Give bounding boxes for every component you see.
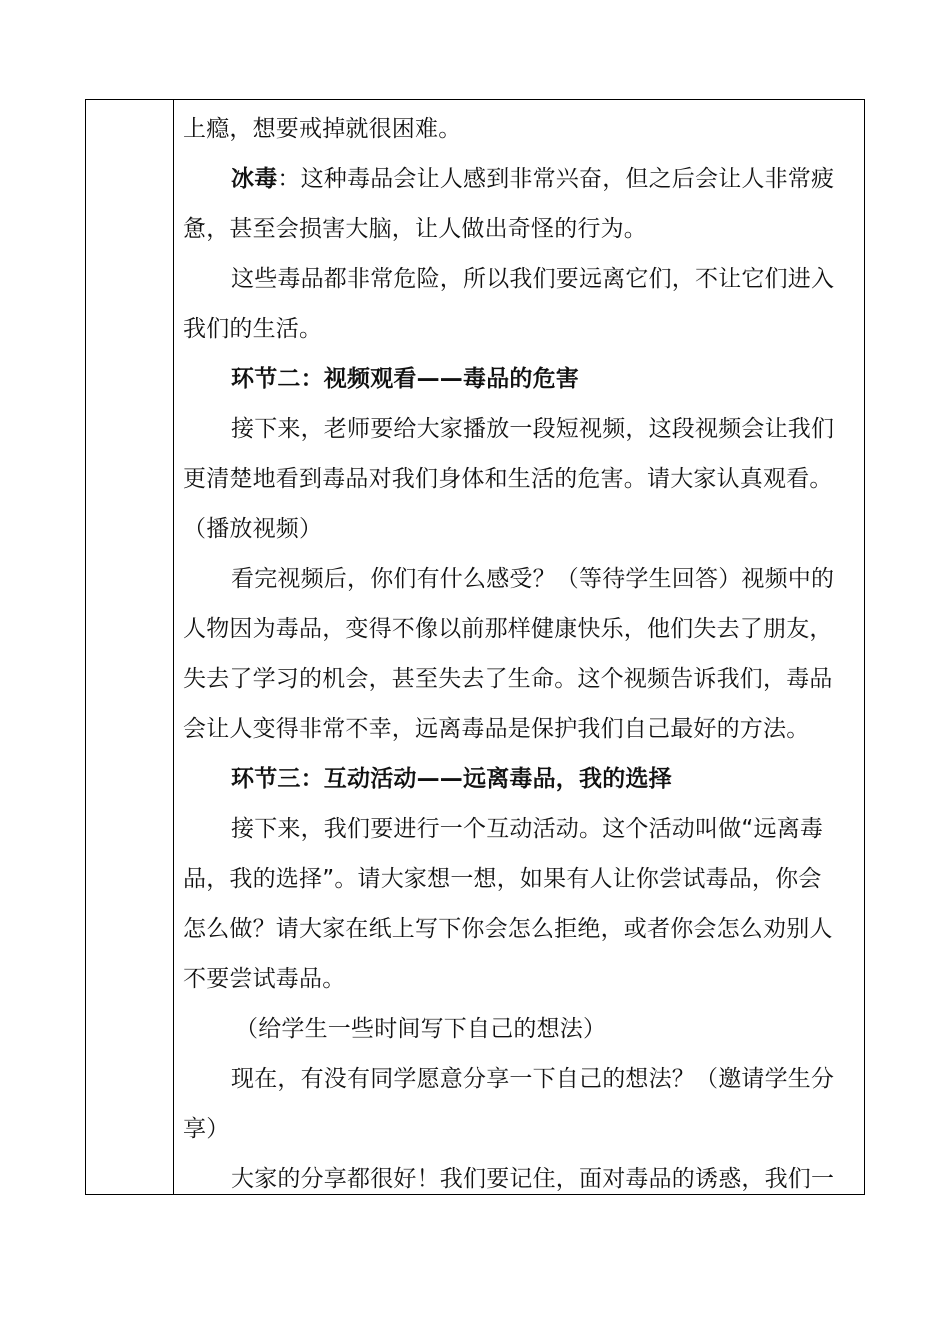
text-line: 大家的分享都很好！我们要记住，面对毒品的诱惑，我们一: [231, 1166, 835, 1192]
text-line: 品，我的选择”。请大家想一想，如果有人让你尝试毒品，你会: [183, 866, 822, 892]
column-divider: [173, 100, 174, 1194]
text-line: 现在，有没有同学愿意分享一下自己的想法？（邀请学生分: [231, 1066, 835, 1092]
text-line: 失去了学习的机会，甚至失去了生命。这个视频告诉我们，毒品: [183, 666, 833, 692]
text-line: 这些毒品都非常危险，所以我们要远离它们，不让它们进入: [231, 266, 835, 292]
text-line: 会让人变得非常不幸，远离毒品是保护我们自己最好的方法。: [183, 716, 810, 742]
text-line: 看完视频后，你们有什么感受？（等待学生回答）视频中的: [231, 566, 835, 592]
text-line: （给学生一些时间写下自己的想法）: [235, 1016, 607, 1042]
text-line: 我们的生活。: [183, 316, 323, 342]
section-heading-2: 环节二：视频观看——毒品的危害: [231, 366, 579, 392]
text-line: [183, 154, 855, 204]
ice-drug-description: ：这种毒品会让人感到非常兴奋，但之后会让人非常疲: [277, 166, 835, 192]
text-line: 怎么做？请大家在纸上写下你会怎么拒绝，或者你会怎么劝别人: [183, 916, 833, 942]
text-line: 接下来，我们要进行一个互动活动。这个活动叫做“远离毒: [231, 816, 824, 842]
text-line: 接下来，老师要给大家播放一段短视频，这段视频会让我们: [231, 416, 835, 442]
section-heading-3: 环节三：互动活动——远离毒品，我的选择: [231, 766, 672, 792]
text-line: 人物因为毒品，变得不像以前那样健康快乐，他们失去了朋友，: [183, 616, 833, 642]
text-line: 更清楚地看到毒品对我们身体和生活的危害。请大家认真观看。: [183, 466, 833, 492]
lesson-content-cell: [183, 104, 855, 1204]
text-line: 不要尝试毒品。: [183, 966, 346, 992]
text-line: 惫，甚至会损害大脑，让人做出奇怪的行为。: [183, 216, 647, 242]
text-line: 享）: [183, 1116, 230, 1142]
text-line: 上瘾，想要戒掉就很困难。: [183, 116, 462, 142]
text-line: （播放视频）: [183, 516, 323, 542]
lesson-table: [85, 99, 865, 1195]
ice-drug-term: 冰毒: [231, 166, 278, 192]
